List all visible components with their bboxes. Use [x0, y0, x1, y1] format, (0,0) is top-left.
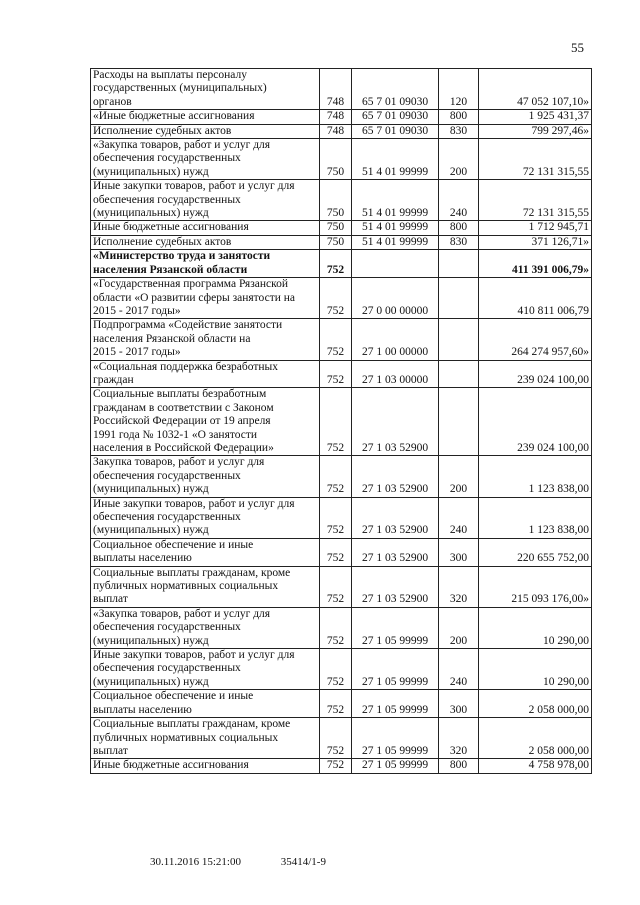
row-target-article-cell: 65 7 01 09030 [352, 110, 439, 124]
row-target-article-cell: 27 1 03 52900 [352, 388, 439, 456]
row-expense-type-cell: 120 [439, 69, 479, 110]
table-row [91, 456, 592, 497]
row-amount-cell: 1 925 431,37 [479, 110, 592, 124]
row-expense-type-cell: 830 [439, 235, 479, 249]
row-amount-cell: 1 123 838,00 [479, 497, 592, 538]
row-department-code-cell: 752 [320, 497, 352, 538]
row-name-cell: Иные закупки товаров, работ и услуг для обеспечения государственных (муниципальных) нужд [91, 497, 320, 538]
row-expense-type-cell: 320 [439, 566, 479, 607]
row-name-cell: «Министерство труда и занятости населения Рязанской области [91, 250, 320, 278]
row-amount-cell: 10 290,00 [479, 607, 592, 648]
row-target-article-cell: 27 1 05 99999 [352, 759, 439, 773]
row-name-cell: Закупка товаров, работ и услуг для обеспечения государственных (муниципальных) нужд [91, 456, 320, 497]
row-amount-cell: 2 058 000,00 [479, 718, 592, 759]
row-department-code-cell: 750 [320, 235, 352, 249]
footer [150, 856, 326, 868]
table-row [91, 759, 592, 773]
row-expense-type-cell: 320 [439, 718, 479, 759]
row-department-code-cell: 752 [320, 250, 352, 278]
row-name-cell: Иные бюджетные ассигнования [91, 759, 320, 773]
row-expense-type-cell [439, 250, 479, 278]
row-amount-cell: 72 131 315,55 [479, 139, 592, 180]
row-department-code-cell: 750 [320, 180, 352, 221]
row-expense-type-cell [439, 319, 479, 360]
table-row [91, 250, 592, 278]
row-target-article-cell: 27 1 03 52900 [352, 456, 439, 497]
row-department-code-cell: 752 [320, 538, 352, 566]
table-row [91, 221, 592, 235]
row-expense-type-cell: 300 [439, 690, 479, 718]
row-name-cell: Социальные выплаты гражданам, кроме публичных нормативных социальных выплат [91, 718, 320, 759]
row-name-cell: Социальное обеспечение и иные выплаты населению [91, 690, 320, 718]
table-row [91, 180, 592, 221]
budget-table-body [91, 69, 592, 774]
row-target-article-cell: 27 1 05 99999 [352, 718, 439, 759]
row-target-article-cell: 51 4 01 99999 [352, 235, 439, 249]
row-target-article-cell: 65 7 01 09030 [352, 124, 439, 138]
row-amount-cell: 799 297,46» [479, 124, 592, 138]
row-name-cell: Социальное обеспечение и иные выплаты населению [91, 538, 320, 566]
row-name-cell: Исполнение судебных актов [91, 235, 320, 249]
table-row [91, 319, 592, 360]
table-row [91, 497, 592, 538]
row-name-cell: Подпрограмма «Содействие занятости населения Рязанской области на 2015 - 2017 годы» [91, 319, 320, 360]
table-row [91, 69, 592, 110]
row-department-code-cell: 752 [320, 759, 352, 773]
row-expense-type-cell: 200 [439, 607, 479, 648]
page-number: 55 [571, 40, 584, 55]
row-name-cell: «Социальная поддержка безработных граждан [91, 360, 320, 388]
table-row [91, 360, 592, 388]
row-target-article-cell: 27 1 03 52900 [352, 538, 439, 566]
row-name-cell: Иные закупки товаров, работ и услуг для обеспечения государственных (муниципальных) нужд [91, 180, 320, 221]
row-amount-cell: 215 093 176,00» [479, 566, 592, 607]
row-name-cell: Социальные выплаты гражданам, кроме публичных нормативных социальных выплат [91, 566, 320, 607]
row-department-code-cell: 752 [320, 690, 352, 718]
table-row [91, 139, 592, 180]
row-department-code-cell: 750 [320, 221, 352, 235]
row-amount-cell: 220 655 752,00 [479, 538, 592, 566]
row-name-cell: Социальные выплаты безработным гражданам в соответствии с Законом Российской Федерации от 19 апреля 1991 года № 1032-1 «О занятости населения в Российской Федерации» [91, 388, 320, 456]
table-row [91, 607, 592, 648]
budget-table [90, 68, 592, 774]
table-row [91, 566, 592, 607]
row-department-code-cell: 752 [320, 607, 352, 648]
row-department-code-cell: 752 [320, 718, 352, 759]
row-expense-type-cell: 200 [439, 139, 479, 180]
table-row [91, 110, 592, 124]
row-target-article-cell: 51 4 01 99999 [352, 139, 439, 180]
table-row [91, 278, 592, 319]
row-name-cell: «Государственная программа Рязанской области «О развитии сферы занятости на 2015 - 2017 годы» [91, 278, 320, 319]
row-department-code-cell: 752 [320, 319, 352, 360]
row-amount-cell: 10 290,00 [479, 649, 592, 690]
row-target-article-cell: 27 1 05 99999 [352, 607, 439, 648]
row-expense-type-cell: 240 [439, 649, 479, 690]
row-amount-cell: 411 391 006,79» [479, 250, 592, 278]
row-department-code-cell: 752 [320, 456, 352, 497]
row-expense-type-cell: 300 [439, 538, 479, 566]
row-target-article-cell: 51 4 01 99999 [352, 221, 439, 235]
row-target-article-cell: 51 4 01 99999 [352, 180, 439, 221]
row-department-code-cell: 752 [320, 649, 352, 690]
row-expense-type-cell [439, 278, 479, 319]
row-target-article-cell: 27 0 00 00000 [352, 278, 439, 319]
row-target-article-cell: 65 7 01 09030 [352, 69, 439, 110]
row-amount-cell: 239 024 100,00 [479, 360, 592, 388]
row-target-article-cell: 27 1 05 99999 [352, 649, 439, 690]
row-department-code-cell: 752 [320, 278, 352, 319]
row-department-code-cell: 748 [320, 69, 352, 110]
row-amount-cell: 264 274 957,60» [479, 319, 592, 360]
row-target-article-cell [352, 250, 439, 278]
row-department-code-cell: 752 [320, 566, 352, 607]
row-name-cell: Иные бюджетные ассигнования [91, 221, 320, 235]
table-row [91, 649, 592, 690]
row-target-article-cell: 27 1 03 52900 [352, 497, 439, 538]
row-department-code-cell: 752 [320, 360, 352, 388]
table-row [91, 538, 592, 566]
row-expense-type-cell [439, 360, 479, 388]
row-department-code-cell: 750 [320, 139, 352, 180]
row-expense-type-cell: 800 [439, 221, 479, 235]
row-expense-type-cell: 240 [439, 497, 479, 538]
row-department-code-cell: 752 [320, 388, 352, 456]
table-row [91, 235, 592, 249]
row-amount-cell: 47 052 107,10» [479, 69, 592, 110]
row-name-cell: «Иные бюджетные ассигнования [91, 110, 320, 124]
row-expense-type-cell: 800 [439, 110, 479, 124]
row-target-article-cell: 27 1 05 99999 [352, 690, 439, 718]
table-row [91, 124, 592, 138]
row-name-cell: «Закупка товаров, работ и услуг для обеспечения государственных (муниципальных) нужд [91, 607, 320, 648]
row-expense-type-cell [439, 388, 479, 456]
row-name-cell: Иные закупки товаров, работ и услуг для обеспечения государственных (муниципальных) нужд [91, 649, 320, 690]
row-expense-type-cell: 200 [439, 456, 479, 497]
row-name-cell: «Закупка товаров, работ и услуг для обеспечения государственных (муниципальных) нужд [91, 139, 320, 180]
row-target-article-cell: 27 1 03 52900 [352, 566, 439, 607]
row-amount-cell: 1 123 838,00 [479, 456, 592, 497]
row-amount-cell: 239 024 100,00 [479, 388, 592, 456]
row-name-cell: Расходы на выплаты персоналу государственных (муниципальных) органов [91, 69, 320, 110]
row-amount-cell: 4 758 978,00 [479, 759, 592, 773]
row-name-cell: Исполнение судебных актов [91, 124, 320, 138]
row-amount-cell: 1 712 945,71 [479, 221, 592, 235]
row-amount-cell: 410 811 006,79 [479, 278, 592, 319]
row-department-code-cell: 748 [320, 110, 352, 124]
row-target-article-cell: 27 1 03 00000 [352, 360, 439, 388]
row-amount-cell: 371 126,71» [479, 235, 592, 249]
row-department-code-cell: 748 [320, 124, 352, 138]
row-amount-cell: 2 058 000,00 [479, 690, 592, 718]
row-target-article-cell: 27 1 00 00000 [352, 319, 439, 360]
footer-timestamp: 30.11.2016 15:21:00 [150, 856, 241, 868]
table-row [91, 690, 592, 718]
row-expense-type-cell: 240 [439, 180, 479, 221]
row-amount-cell: 72 131 315,55 [479, 180, 592, 221]
table-row [91, 388, 592, 456]
row-expense-type-cell: 800 [439, 759, 479, 773]
row-expense-type-cell: 830 [439, 124, 479, 138]
table-row [91, 718, 592, 759]
footer-doc-code: 35414/1-9 [280, 856, 326, 868]
